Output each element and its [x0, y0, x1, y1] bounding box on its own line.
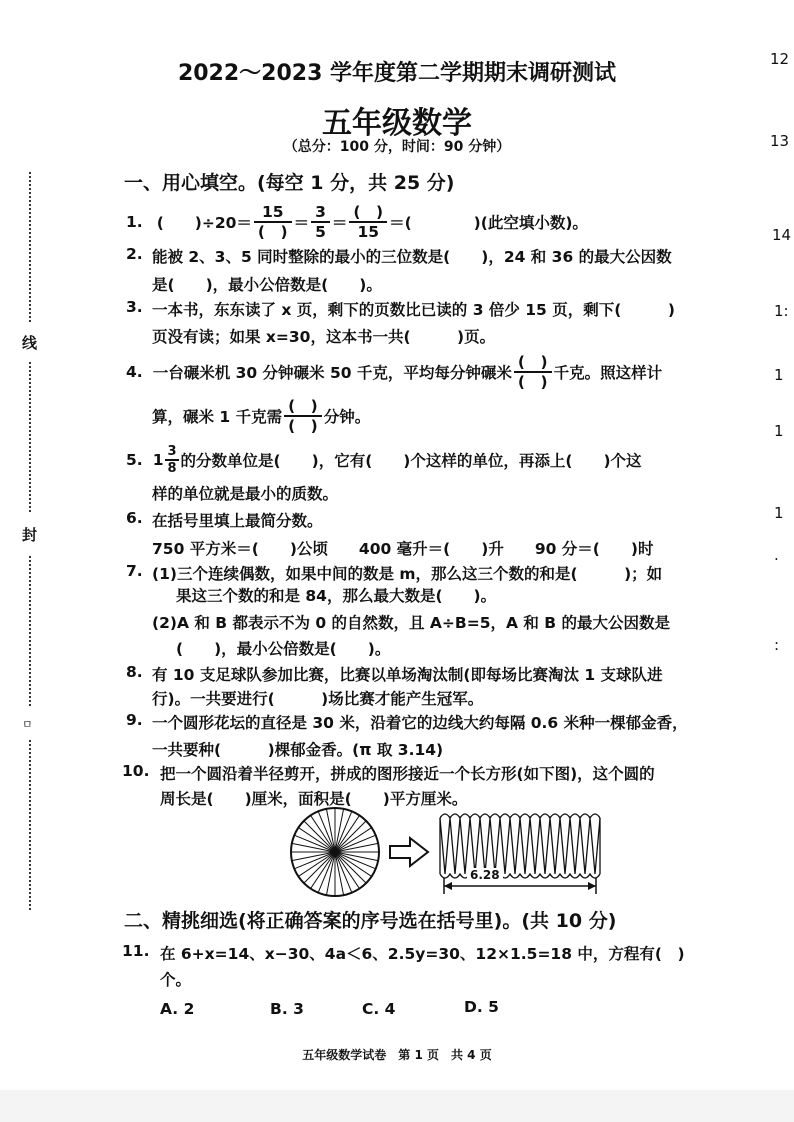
question-text: 一个圆形花坛的直径是 30 米，沿着它的边线大约每隔 0.6 米种一棵郁金香，: [152, 714, 688, 732]
binding-label-line: 线: [22, 334, 38, 352]
binding-dotted-line: [29, 362, 31, 512]
fraction-denominator: 5: [315, 223, 326, 241]
circle-to-rectangle-figure: [280, 806, 610, 898]
question-text: 一台碾米机 30 分钟碾米 50 千克，平均每分钟碾米: [152, 364, 512, 382]
edge-fragment: 12: [770, 50, 790, 68]
question-text: 是( )，最小公倍数是( )。: [152, 276, 382, 294]
binding-label-seal: 封: [22, 526, 38, 544]
question-text: 的分数单位是( )，它有( )个这样的单位，再添上( )个这: [180, 452, 642, 470]
question-text: (2)A 和 B 都表示不为 0 的自然数，且 A÷B=5，A 和 B 的最大公因数是: [152, 614, 670, 632]
fraction: [284, 397, 322, 435]
approximate-rectangle-figure: [440, 814, 600, 878]
question-number: 8.: [126, 663, 143, 681]
question-text: (1)三个连续偶数，如果中间的数是 m，那么这三个数的和是( )；如: [152, 565, 663, 583]
fraction: [349, 203, 387, 241]
question-number: 4.: [126, 363, 143, 381]
question-text: 行)。一共要进行( )场比赛才能产生冠军。: [152, 690, 484, 708]
subject-title: 五年级数学: [322, 106, 472, 141]
question-text: 把一个圆沿着半径剪开，拼成的图形接近一个长方形(如下图)，这个圆的: [160, 765, 655, 783]
fraction-numerator: ( ): [349, 203, 387, 223]
question-text: 千克。照这样计: [553, 364, 663, 382]
fraction: [311, 203, 330, 241]
edge-fragment: 1: [774, 366, 784, 384]
question-number: 5.: [126, 451, 143, 469]
question-number: 2.: [126, 245, 143, 263]
question-number: 10.: [122, 762, 150, 780]
choice-b: B. 3: [270, 1000, 304, 1018]
section-1-heading: 一、用心填空。(每空 1 分，共 25 分): [124, 172, 455, 194]
mixed-number-whole: 1: [152, 451, 164, 469]
choice-d: D. 5: [464, 998, 499, 1016]
question-text: 周长是( )厘米，面积是( )平方厘米。: [160, 790, 468, 808]
question-4: [126, 350, 662, 394]
edge-fragment: :: [774, 636, 780, 654]
rectangle-edge-path: [440, 818, 600, 874]
edge-fragment: 1: [774, 504, 784, 522]
question-text: 样的单位就是最小的质数。: [152, 485, 339, 503]
arrow-icon: [390, 838, 428, 866]
fraction-numerator: ( ): [514, 353, 552, 373]
equals: ＝: [293, 214, 310, 232]
question-5: [126, 440, 642, 480]
question-text: ( )÷20＝: [156, 214, 252, 232]
fraction-denominator: ( ): [517, 373, 548, 391]
choice-a: A. 2: [160, 1000, 195, 1018]
edge-fragment: 13: [770, 132, 790, 150]
question-text: 一共要种( )棵郁金香。(π 取 3.14): [152, 741, 444, 759]
binding-dotted-line: [29, 556, 31, 706]
fraction-numerator: ( ): [284, 397, 322, 417]
fraction: [165, 444, 178, 476]
radius-slice-line: [335, 821, 366, 852]
question-number: 1.: [126, 213, 143, 231]
question-number: 3.: [126, 298, 143, 316]
edge-fragment: .: [774, 546, 779, 564]
edge-fragment: 1:: [774, 302, 789, 320]
exam-meta: （总分：100 分，时间：90 分钟）: [283, 139, 511, 155]
binding-dotted-line: [29, 740, 31, 910]
exam-title: 2022～2023 学年度第二学期期末调研测试: [177, 61, 617, 86]
radius-slice-line: [304, 852, 335, 883]
radius-slice-line: [335, 852, 366, 883]
fraction: [514, 353, 552, 391]
question-text: ＝( )(此空填小数)。: [389, 214, 588, 232]
question-1: [126, 200, 588, 244]
rectangle-edge-path: [440, 874, 600, 878]
binding-dotted-line: [29, 172, 31, 322]
dimension-label: 6.28: [467, 868, 503, 882]
question-number: 9.: [126, 711, 143, 729]
fraction-denominator: ( ): [257, 223, 288, 241]
edge-fragment: 14: [772, 226, 792, 244]
equals: ＝: [331, 214, 348, 232]
question-text: 果这三个数的和是 84，那么最大数是( )。: [176, 587, 497, 605]
fraction-denominator: 8: [167, 461, 177, 476]
question-text: 算，碾米 1 千克需: [152, 408, 283, 426]
question-number: 11.: [122, 942, 150, 960]
edge-fragment: 1: [774, 422, 784, 440]
fraction-denominator: ( ): [288, 417, 318, 435]
question-text: 750 平方米＝( )公顷 400 毫升＝( )升 90 分＝( )时: [152, 540, 654, 558]
question-text: 个。: [160, 971, 192, 989]
question-text: 页没有读；如果 x=30，这本书一共( )页。: [152, 328, 496, 346]
fraction: [254, 203, 292, 241]
choice-c: C. 4: [362, 1000, 396, 1018]
fraction-denominator: 15: [357, 223, 380, 241]
fraction-numerator: 3: [167, 444, 177, 459]
fraction-numerator: 15: [254, 203, 292, 223]
question-text: 能被 2、3、5 同时整除的最小的三位数是( )，24 和 36 的最大公因数: [152, 248, 672, 266]
question-4-cont: [152, 394, 370, 438]
fraction-numerator: 3: [311, 203, 330, 223]
question-number: 6.: [126, 509, 143, 527]
binding-label-mark: ㅁ: [22, 718, 33, 731]
question-number: 7.: [126, 562, 143, 580]
question-text: ( )，最小公倍数是( )。: [176, 640, 391, 658]
question-text: 分钟。: [323, 408, 371, 426]
question-text: 在 6+x=14、x−30、4a＜6、2.5y=30、12×1.5=18 中，方程有( ): [160, 945, 685, 963]
question-text: 在括号里填上最简分数。: [152, 512, 323, 530]
page-footer: 五年级数学试卷 第 1 页 共 4 页: [302, 1048, 492, 1062]
rectangle-edge-path: [440, 814, 600, 818]
radius-slice-line: [304, 821, 335, 852]
sliced-circle-figure: [291, 808, 379, 896]
scan-bottom-band: [0, 1090, 794, 1122]
question-text: 有 10 支足球队参加比赛，比赛以单场淘汰制(即每场比赛淘汰 1 支球队进: [152, 666, 663, 684]
question-text: 一本书，东东读了 x 页，剩下的页数比已读的 3 倍少 15 页，剩下( ): [152, 301, 675, 319]
section-2-heading: 二、精挑细选(将正确答案的序号选在括号里)。(共 10 分): [124, 910, 617, 932]
